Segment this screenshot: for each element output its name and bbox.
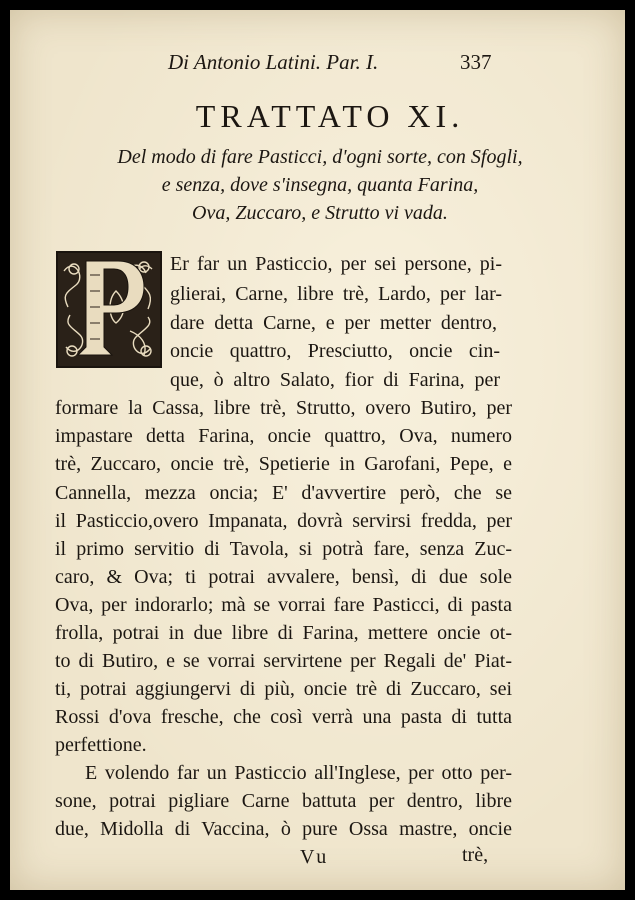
body-line-20: sone, potrai pigliare Carne battuta per dentro, libre <box>55 790 512 812</box>
body-line-2: glierai, Carne, libre trè, Lardo, per lar- <box>170 283 502 305</box>
running-head-text: Di Antonio Latini. Par. I. <box>168 50 379 74</box>
catchword: trè, <box>462 844 489 866</box>
body-line-7: impastare detta Farina, oncie quattro, Ova, numero <box>55 425 512 447</box>
page-number: 337 <box>460 50 492 74</box>
body-line-1: Er far un Pasticcio, per sei persone, pi- <box>170 253 502 275</box>
body-line-19: E volendo far un Pasticcio all'Inglese, per otto per- <box>85 762 512 784</box>
ornamental-drop-cap <box>56 251 162 368</box>
body-line-13: Ova, per indorarlo; mà se vorrai fare Pasticci, di pasta <box>55 594 512 616</box>
body-line-8: trè, Zuccaro, oncie trè, Spetierie in Garofani, Pepe, e <box>55 453 512 475</box>
chapter-title: TRATTATO XI. <box>195 98 465 134</box>
body-line-11: il primo servitio di Tavola, si potrà fare, senza Zuc- <box>55 538 512 560</box>
signature-mark: Vu <box>300 846 330 868</box>
body-line-15: to di Butiro, e se vorrai servirtene per Regali de' Piat- <box>55 650 512 672</box>
body-line-21: due, Midolla di Vaccina, ò pure Ossa mastre, oncie <box>55 818 512 840</box>
body-line-3: dare detta Carne, e per metter dentro, <box>170 312 497 334</box>
body-line-17: Rossi d'ova fresche, che così verrà una pasta di tutta <box>55 706 512 728</box>
body-line-16: ti, potrai aggiungervi di più, oncie trè di Zuccaro, sei <box>55 678 512 700</box>
book-page <box>10 10 625 890</box>
body-line-4: oncie quattro, Presciutto, oncie cin- <box>170 340 500 362</box>
body-line-12: caro, & Ova; ti potrai avvalere, bensì, di due sole <box>55 566 512 588</box>
body-line-5: que, ò altro Salato, fior di Farina, per <box>170 369 500 391</box>
body-line-6: formare la Cassa, libre trè, Strutto, overo Butiro, per <box>55 397 512 419</box>
body-line-10: il Pasticcio,overo Impanata, dovrà servirsi fredda, per <box>55 510 512 532</box>
body-line-9: Cannella, mezza oncia; E' d'avvertire però, che se <box>55 482 512 504</box>
subtitle-line-3: Ova, Zuccaro, e Strutto vi vada. <box>192 202 448 224</box>
running-head <box>168 50 528 75</box>
subtitle-line-1: Del modo di fare Pasticci, d'ogni sorte, con Sfogli, <box>117 146 523 168</box>
subtitle-line-2: e senza, dove s'insegna, quanta Farina, <box>161 174 479 196</box>
body-line-14: frolla, potrai in due libre di Farina, mettere oncie ot- <box>55 622 512 644</box>
body-line-18: perfettione. <box>55 734 147 756</box>
